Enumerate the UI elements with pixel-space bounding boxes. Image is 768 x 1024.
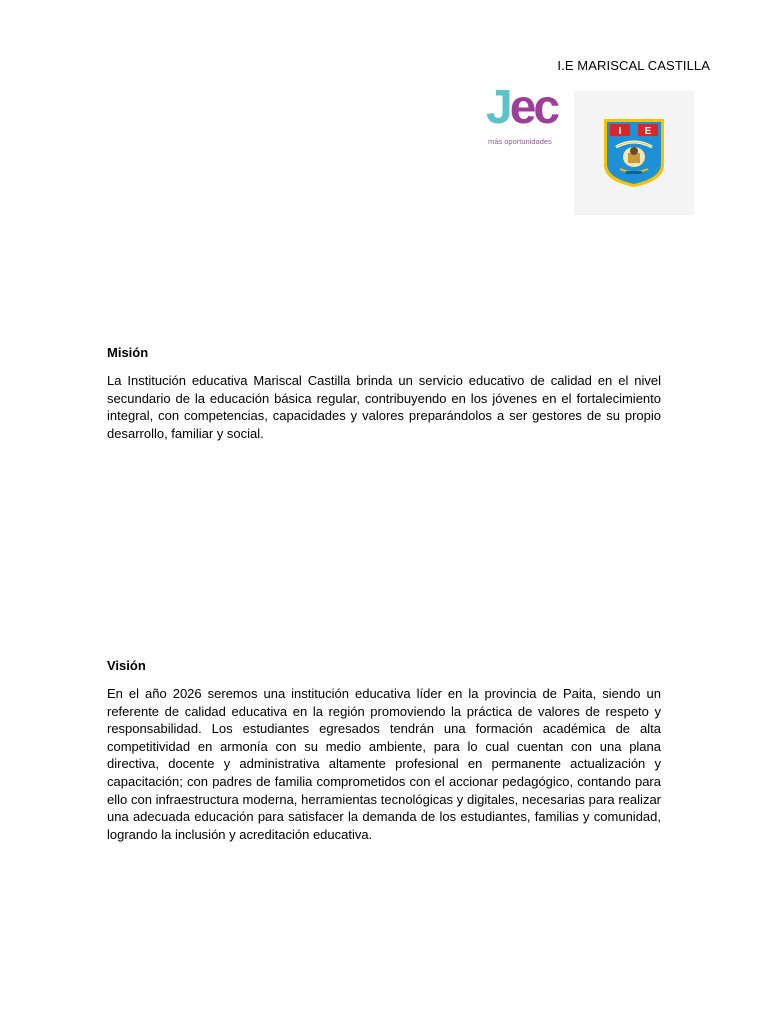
crest-shield-icon	[602, 117, 666, 189]
mision-body: La Institución educativa Mariscal Castilla brinda un servicio educativo de calidad en el nivel secundario de la educación básica regular, contribuyendo en los jóvenes en el fortalecimiento integral, con competencias, capacidades y valores preparándolos a ser gestores de su propio desarrollo, familiar y social.	[107, 373, 661, 441]
crest-letter-i: I	[618, 126, 622, 137]
jec-logo	[486, 81, 570, 148]
jec-wordmark-ec: ec	[509, 81, 558, 134]
jec-wordmark-j: J	[486, 81, 510, 134]
jec-tagline: más oportunidades	[488, 137, 552, 146]
crest-letter-e: E	[644, 126, 652, 137]
institution-name: I.E MARISCAL CASTILLA	[557, 58, 710, 73]
jec-wordmark	[486, 78, 557, 138]
vision-body: En el año 2026 seremos una institución educativa líder en la provincia de Paita, siendo un referente de calidad educativa en la región promoviendo la práctica de valores de respeto y responsabilidad. Los estudiantes egresados tendrán una formación académica de alta competitividad en armonía con su medio ambiente, para lo cual cuentan con una plana directiva, docente y administrativa altamente profesional en permanente actualización y capacitación; con padres de familia comprometidos con el accionar pedagógico, contando para ello con infraestructura moderna, herramientas tecnológicas y digitales, necesarias para realizar una adecuada educación para satisfacer la demanda de los estudiantes, familias y comunidad, logrando la inclusión y acreditación educativa.	[107, 686, 661, 842]
school-crest	[574, 91, 694, 215]
vision-heading: Visión	[107, 658, 146, 673]
mision-heading: Misión	[107, 345, 149, 360]
